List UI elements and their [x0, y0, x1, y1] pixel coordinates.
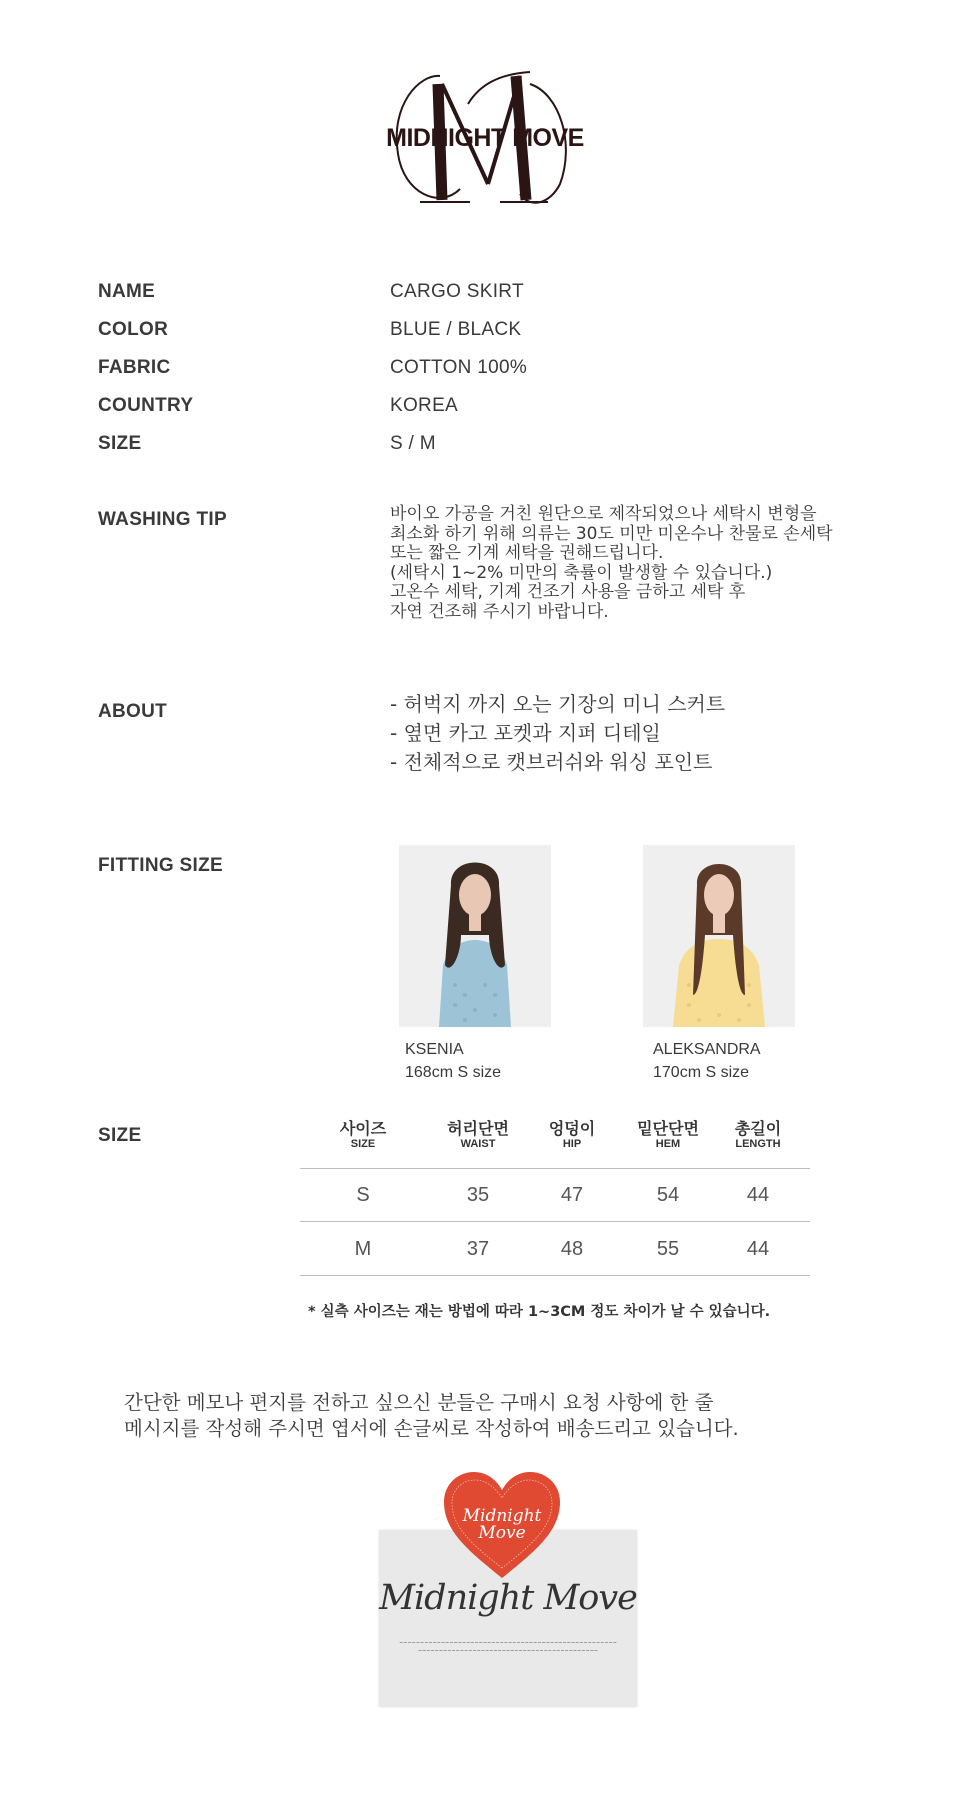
postcard-script-text: Midnight Move [379, 1578, 637, 1618]
table-divider [300, 1168, 810, 1169]
table-divider [300, 1275, 810, 1276]
washing-line: 자연 건조해 주시기 바랍니다. [390, 601, 609, 622]
size-table-label: SIZE [98, 1125, 142, 1146]
brand-wordmark: MIDNIGHT MOVE [386, 124, 584, 152]
heart-sticker [440, 1470, 564, 1582]
model-name: ALEKSANDRA [653, 1041, 761, 1058]
washing-line: 또는 짧은 기계 세탁을 권해드립니다. [390, 543, 664, 563]
size-label: SIZE [98, 433, 142, 454]
table-cell: M [354, 1238, 372, 1260]
model-photo-aleksandra [643, 845, 795, 1027]
postcard-fine-print: ~~~~~~~~~~~~~~~~~~~~~~~~~~~~~~~~~~~~~~~~~~~ [417, 1648, 599, 1654]
size-table-note: * 실측 사이즈는 재는 방법에 따라 1~3CM 정도 차이가 날 수 있습니다. [308, 1304, 771, 1320]
country-label: COUNTRY [98, 395, 194, 416]
brand-logo [380, 64, 590, 214]
size-table-header: 허리단면 WAIST [447, 1119, 509, 1150]
table-cell: S [356, 1184, 370, 1206]
table-cell: 55 [656, 1238, 680, 1260]
about-text [390, 690, 725, 777]
model-photo-ksenia [399, 845, 551, 1027]
memo-line: 메시지를 작성해 주시면 엽서에 손글씨로 작성하여 배송드리고 있습니다. [124, 1417, 739, 1440]
memo-text [124, 1390, 739, 1442]
table-cell: 48 [560, 1238, 584, 1260]
table-cell: 47 [560, 1184, 584, 1206]
size-table-header: 사이즈 SIZE [339, 1119, 387, 1150]
size-table-header: 엉덩이 HIP [548, 1119, 596, 1150]
memo-line: 간단한 메모나 편지를 전하고 싶으신 분들은 구매시 요청 사항에 한 줄 [124, 1391, 714, 1414]
fitting-size-label: FITTING SIZE [98, 855, 223, 876]
washing-line: 바이오 가공을 거친 원단으로 제작되었으나 세탁시 변형을 [390, 504, 817, 524]
fabric-value: COTTON 100% [390, 357, 528, 378]
washing-line: 최소화 하기 위해 의류는 30도 미만 미온수나 찬물로 손세탁 [390, 523, 833, 544]
table-cell: 44 [746, 1238, 770, 1260]
washing-tip-label: WASHING TIP [98, 509, 227, 530]
model-spec: 168cm S size [405, 1064, 502, 1081]
table-cell: 44 [746, 1184, 770, 1206]
about-line: - 허벅지 까지 오는 기장의 미니 스커트 [390, 692, 726, 716]
heart-text: Midnight [462, 1506, 542, 1526]
name-value: CARGO SKIRT [390, 281, 524, 302]
about-label: ABOUT [98, 701, 168, 722]
size-table-header: 밑단단면 HEM [637, 1119, 699, 1150]
size-table-header: 총길이 LENGTH [734, 1119, 782, 1150]
about-line: - 전체적으로 캣브러쉬와 워싱 포인트 [390, 750, 713, 774]
about-line: - 옆면 카고 포켓과 지퍼 디테일 [390, 721, 661, 745]
model-name: KSENIA [405, 1041, 464, 1058]
color-label: COLOR [98, 319, 169, 340]
washing-line: (세탁시 1~2% 미만의 축률이 발생할 수 있습니다.) [390, 562, 773, 583]
table-cell: 37 [466, 1238, 490, 1260]
washing-line: 고온수 세탁, 기계 건조기 사용을 금하고 세탁 후 [390, 582, 746, 602]
color-value: BLUE / BLACK [390, 319, 522, 340]
country-value: KOREA [390, 395, 459, 416]
size-value: S / M [390, 433, 436, 454]
heart-text: Move [478, 1523, 526, 1543]
model-spec: 170cm S size [653, 1064, 750, 1081]
fabric-label: FABRIC [98, 357, 171, 378]
table-cell: 54 [656, 1184, 680, 1206]
table-divider [300, 1221, 810, 1222]
washing-tip-text [390, 505, 930, 622]
table-cell: 35 [466, 1184, 490, 1206]
postcard-fine-print: ~~~~~~~~~~~~~~~~~~~~~~~~~~~~~~~~~~~~~~~~~~~~~~~~~~~~ [399, 1640, 617, 1646]
name-label: NAME [98, 281, 156, 302]
